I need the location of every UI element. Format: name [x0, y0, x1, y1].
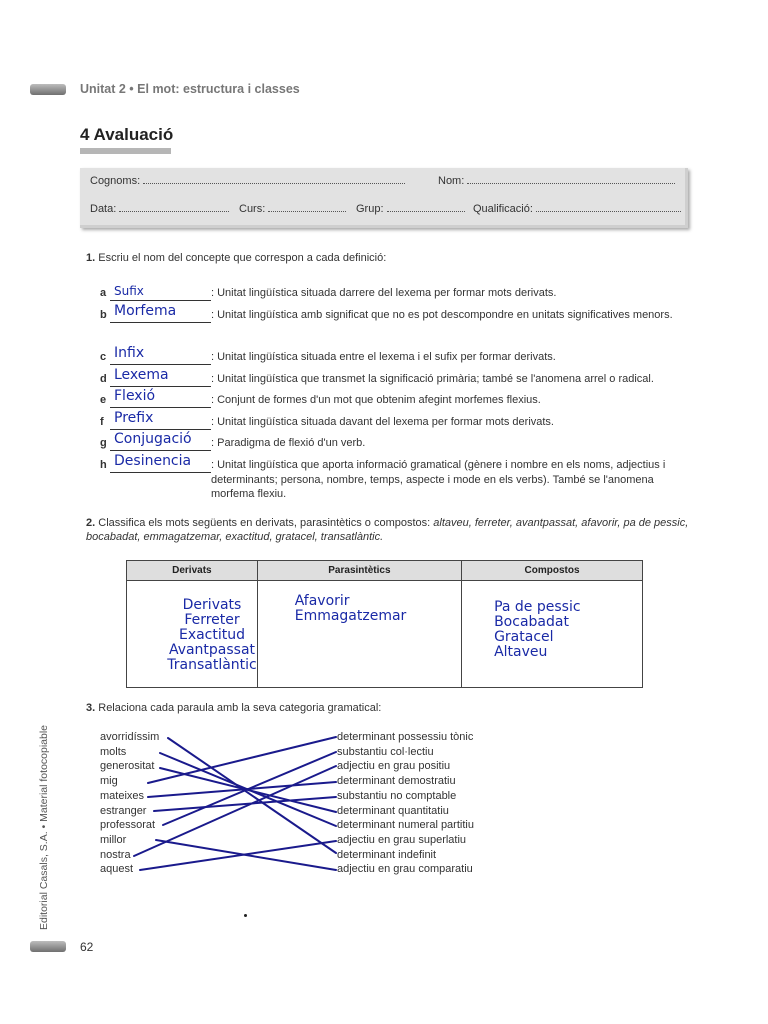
match-word[interactable]: aquest	[100, 863, 134, 876]
match-category[interactable]: determinant indefinit	[337, 848, 437, 861]
page-title: 4 Avaluació	[80, 125, 174, 144]
match-word[interactable]: professorat	[100, 819, 156, 832]
handwritten-answer: Flexió	[114, 388, 156, 404]
match-word[interactable]: mig	[100, 775, 118, 788]
handwritten-answer: Morfema	[114, 303, 177, 319]
cell-derivats[interactable]: Derivats Ferreter Exactitud Avantpassat Transatlàntic	[127, 581, 258, 688]
page-number: 62	[80, 940, 94, 954]
match-category[interactable]: substantiu no comptable	[337, 789, 457, 802]
match-category[interactable]: substantiu col·lectiu	[337, 745, 434, 758]
match-line	[168, 738, 336, 853]
header-compostos: Compostos	[462, 561, 643, 581]
match-word[interactable]: mateixes	[100, 789, 145, 802]
match-category[interactable]: adjectiu en grau comparatiu	[337, 863, 473, 876]
unit-title: Unitat 2 • El mot: estructura i classes	[80, 82, 300, 96]
grade-field[interactable]: Qualificació:	[473, 202, 681, 215]
match-line	[163, 752, 336, 825]
header-parasintetics: Parasintètics	[257, 561, 461, 581]
match-word[interactable]: molts	[100, 745, 127, 758]
handwritten-answer: Conjugació	[114, 431, 192, 447]
cell-parasintetics[interactable]: Afavorir Emmagatzemar	[257, 581, 461, 688]
handwritten-answer: Lexema	[114, 367, 169, 383]
match-word[interactable]: estranger	[100, 804, 147, 817]
stray-dot	[244, 914, 247, 917]
match-word[interactable]: millor	[100, 833, 127, 846]
course-field[interactable]: Curs:	[239, 202, 346, 215]
name-field[interactable]: Nom:	[438, 174, 675, 187]
match-category[interactable]: determinant numeral partitiu	[337, 819, 474, 832]
q2-prompt: 2. Classifica els mots següents en derivats, parasintètics o compostos: altaveu, ferreter, avantpassat, afavorir, pa de pessic, bocabadat, emmagatzemar, exactitud, gratacel, transatlàntic.	[86, 517, 689, 543]
side-copyright: Editorial Casals, S.A. • Material fotocopiable	[38, 724, 50, 930]
group-field[interactable]: Grup:	[356, 202, 465, 215]
cell-compostos[interactable]: Pa de pessic Bocabadat Gratacel Altaveu	[462, 581, 643, 688]
handwritten-answer: Desinencia	[114, 453, 192, 469]
match-word[interactable]: generositat	[100, 760, 155, 773]
match-word[interactable]: nostra	[100, 848, 131, 861]
match-category[interactable]: determinant demostratiu	[337, 775, 456, 788]
q3-prompt: 3. Relaciona cada paraula amb la seva categoria gramatical:	[86, 702, 382, 714]
match-category[interactable]: adjectiu en grau superlatiu	[337, 833, 467, 846]
header-derivats: Derivats	[127, 561, 258, 581]
match-category[interactable]: determinant quantitatiu	[337, 804, 449, 817]
date-field[interactable]: Data:	[90, 202, 229, 215]
handwritten-answer: Prefix	[114, 410, 154, 426]
handwritten-answer: Infix	[114, 345, 145, 361]
match-line	[148, 782, 336, 797]
match-category[interactable]: determinant possessiu tònic	[337, 731, 474, 743]
footer-tab-decoration	[30, 941, 66, 952]
q1-prompt: 1. Escriu el nom del concepte que correspon a cada definició:	[86, 252, 387, 264]
surname-field[interactable]: Cognoms:	[90, 174, 405, 187]
handwritten-answer: Sufix	[114, 284, 144, 298]
match-category[interactable]: adjectiu en grau positiu	[337, 760, 451, 773]
match-word[interactable]: avorridíssim	[100, 731, 160, 743]
match-line	[154, 797, 336, 811]
